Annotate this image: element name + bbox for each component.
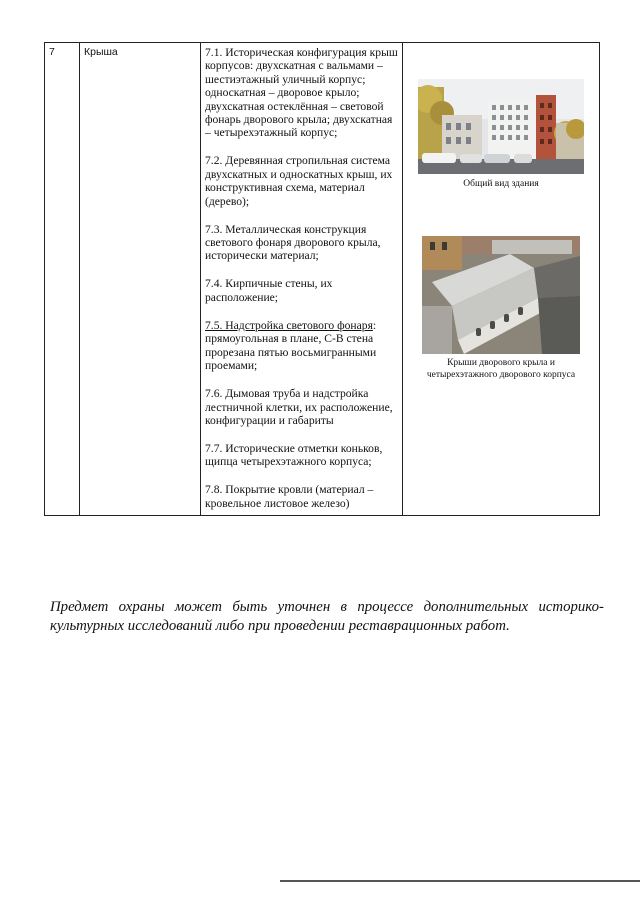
caption-general-view: Общий вид здания [463,179,539,189]
table-row [45,43,600,516]
row-number: 7 [45,43,80,516]
item-7-6: 7.6. Дымовая труба и надстройка лестничной клетки, их расположение, конфигурации и габариты [205,387,393,427]
protection-table [44,42,600,516]
figure-roofs [407,236,595,381]
item-7-4: 7.4. Кирпичные стены, их расположение; [205,277,333,304]
item-7-1: 7.1. Историческая конфигурация крыш корпусов: двухскатная с вальмами – шестиэтажный уличный корпус; односкатная – дворовое крыло; двухскатная остеклённая – световой фонарь дворового крыла; двухскатная – четырехэтажный корпус; [205,46,398,140]
building-photo [418,79,584,174]
caption-roofs: Крыши дворового крыла и четырехэтажного дворового корпуса [426,358,576,380]
element-name: Крыша [80,43,201,516]
page-edge-line [280,880,640,882]
roofs-photo [422,236,580,354]
photos-cell [403,43,600,516]
item-7-5-heading: 7.5. Надстройка светового фонаря [205,318,373,332]
figure-general-view [407,79,595,190]
item-7-7: 7.7. Исторические отметки коньков, щипца четырехэтажного корпуса; [205,441,383,469]
description-cell [201,43,403,516]
item-7-8: 7.8. Покрытие кровли (материал – кровельное листовое железо) [205,483,374,510]
protection-note: Предмет охраны может быть уточнен в процессе дополнительных историко-культурных исследований либо при проведении реставрационных работ. [50,598,604,634]
item-7-3: 7.3. Металлическая конструкция светового фонаря дворового крыла, исторически материал; [205,222,381,263]
item-7-5 [205,319,398,373]
item-7-2: 7.2. Деревянная стропильная система двухскатных и односкатных крыш, их конструктивная схема, материал (дерево); [205,154,393,208]
item-7-5-text: : прямоугольная в плане, С-В стена прорезана пятью восьмигранными проемами; [205,318,377,373]
